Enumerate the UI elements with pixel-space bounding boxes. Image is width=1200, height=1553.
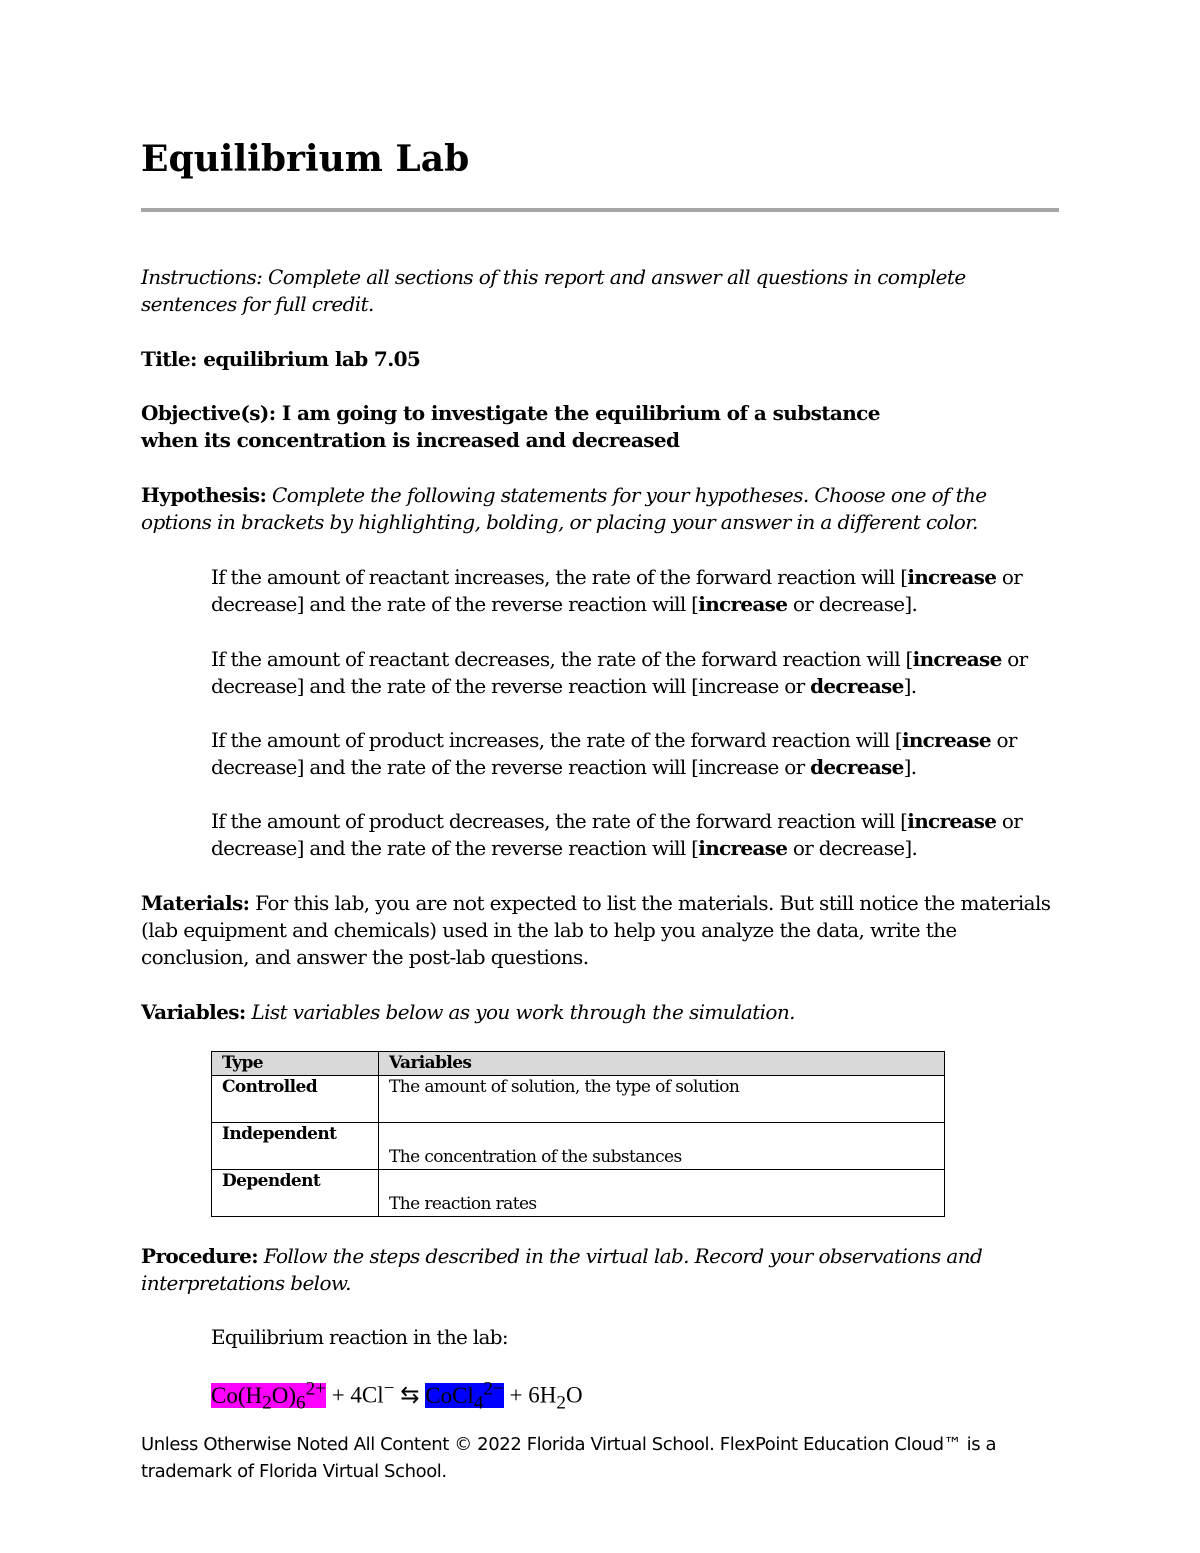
materials-text: For this lab, you are not expected to list the materials. But still notice the materials (lab equipment and chemicals) used in the lab to help you analyze the data, write the conclusion, and answer the post-lab questions. [141,891,1051,969]
title-line [141,346,1061,373]
variable-value-cell[interactable]: The reaction rates [379,1170,945,1217]
footer-copyright: Unless Otherwise Noted All Content © 2022 Florida Virtual School. FlexPoint Education Cloud™ is a trademark of Florida Virtual School. [141,1434,997,1482]
title-label: Title: [141,347,197,371]
objective-section [141,400,941,454]
variable-value-cell[interactable]: The amount of solution, the type of solution [379,1076,945,1123]
hypothesis-section [141,482,1061,536]
column-header-type: Type [212,1052,379,1076]
hypothesis-statement: If the amount of product decreases, the rate of the forward reaction will [increase or decrease] and the rate of the reverse reaction will [increase or decrease]. [211,809,1023,860]
procedure-text: Follow the steps described in the virtual lab. Record your observations and interpretations below. [141,1244,983,1295]
objective-label: Objective(s): [141,401,276,425]
table-row [212,1170,945,1217]
hypothesis-statement: If the amount of reactant decreases, the rate of the forward reaction will [increase or decrease] and the rate of the reverse reaction will [increase or decrease]. [211,647,1028,698]
equilibrium-equation [211,1378,583,1414]
column-header-variables: Variables [379,1052,945,1076]
table-row [212,1076,945,1123]
title-value: equilibrium lab 7.05 [203,347,421,371]
variable-type-cell: Dependent [212,1170,379,1217]
instructions-text: Instructions: Complete all sections of this report and answer all questions in complete sentences for full credit. [141,265,966,316]
variables-label: Variables: [141,1000,246,1024]
title-divider [141,208,1059,212]
variable-type-cell: Controlled [212,1076,379,1123]
hypothesis-statement: If the amount of reactant increases, the rate of the forward reaction will [increase or decrease] and the rate of the reverse reaction will [increase or decrease]. [211,565,1023,616]
hypothesis-text: Complete the following statements for your hypotheses. Choose one of the options in brackets by highlighting, bolding, or placing your answer in a different color. [141,483,987,534]
variable-type-cell: Independent [212,1123,379,1170]
hypothesis-label: Hypothesis: [141,483,267,507]
materials-section [141,890,1061,971]
chloride-term: + 4Cl [325,1382,384,1408]
procedure-label: Procedure: [141,1244,258,1268]
variables-table [211,1051,945,1217]
procedure-section [141,1243,1061,1297]
water-subscript: 2 [556,1392,566,1414]
materials-label: Materials: [141,891,250,915]
water-oxygen: O [565,1382,583,1408]
objective-value: I am going to investigate the equilibrium of a substance when its concentration is increased and decreased [141,401,880,452]
document-title: Equilibrium Lab [141,138,470,180]
hypothesis-statement: If the amount of product increases, the rate of the forward reaction will [increase or decrease] and the rate of the reverse reaction will [increase or decrease]. [211,728,1017,779]
product-cobalt-tetrachloride: CoCl$_4^{2-}$ [425,1378,504,1414]
table-row [212,1123,945,1170]
equilibrium-arrow-icon: ⇆ [394,1382,426,1408]
equilibrium-reaction-label: Equilibrium reaction in the lab: [211,1325,508,1349]
chloride-charge: − [383,1378,395,1399]
water-term: + 6H [503,1382,557,1408]
variables-section [141,999,1061,1026]
variable-value-cell[interactable]: The concentration of the substances [379,1123,945,1170]
reactant-cobalt-hexaaqua: $Co(H_2O)_6^{2+}$ [211,1378,326,1414]
table-header-row [212,1052,945,1076]
variables-text: List variables below as you work through the simulation. [251,1000,795,1024]
